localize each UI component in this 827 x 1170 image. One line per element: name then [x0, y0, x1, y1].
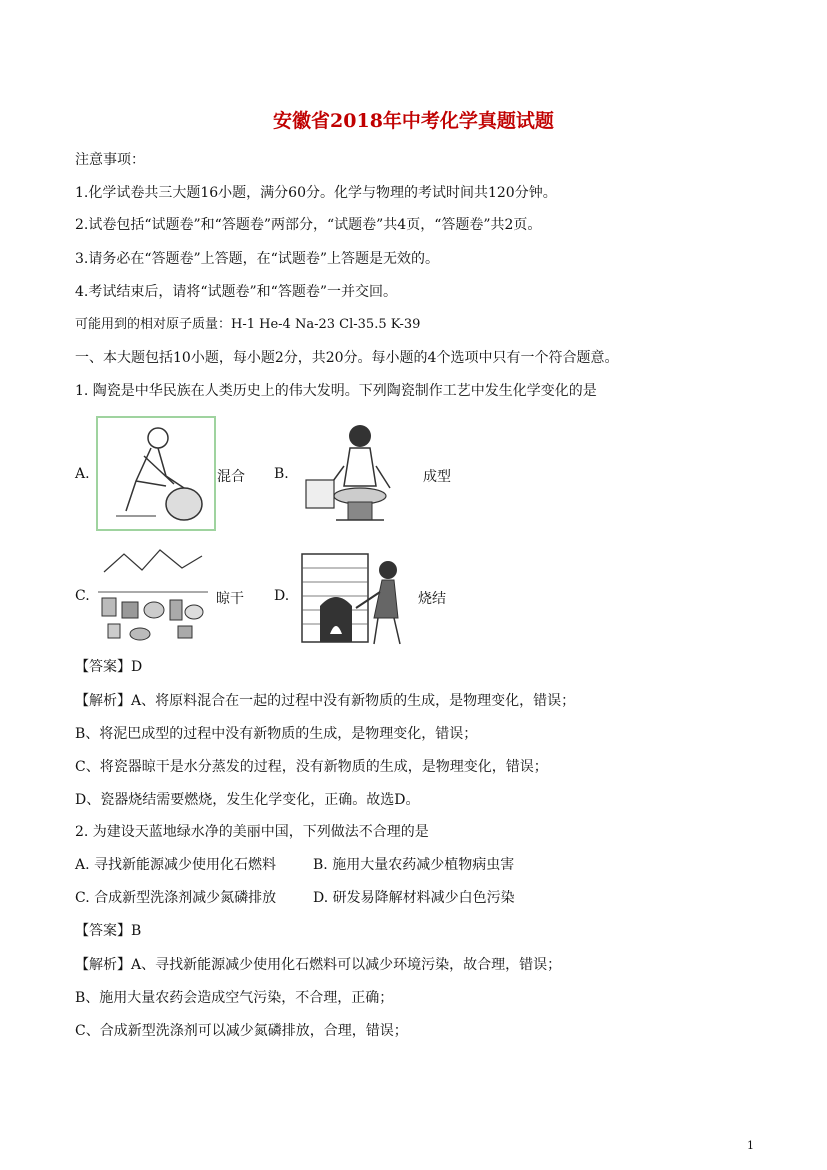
- q2-option-d: D. 研发易降解材料减少白色污染: [313, 890, 515, 906]
- q1-option-b-letter: B.: [274, 466, 289, 482]
- exam-title: 安徽省2018年中考化学真题试题: [273, 110, 554, 132]
- section-heading: 一、本大题包括10小题，每小题2分，共20分。每小题的4个选项中只有一个符合题意。: [75, 350, 619, 366]
- notes-heading: 注意事项：: [75, 152, 145, 168]
- q2-analysis-c: C、合成新型洗涤剂可以减少氮磷排放，合理，错误；: [75, 1023, 408, 1039]
- q1-analysis-b: B、将泥巴成型的过程中没有新物质的生成，是物理变化，错误；: [75, 726, 478, 742]
- q2-analysis-a: 【解析】A、寻找新能源减少使用化石燃料可以减少环境污染，故合理，错误；: [75, 957, 562, 973]
- firing-illustration: [296, 548, 416, 650]
- q1-analysis-c: C、将瓷器晾干是水分蒸发的过程，没有新物质的生成，是物理变化，错误；: [75, 759, 548, 775]
- q1-option-d-letter: D.: [274, 588, 290, 604]
- atomic-masses: 可能用到的相对原子质量：H-1 He-4 Na-23 Cl-35.5 K-39: [75, 317, 421, 332]
- q2-answer: 【答案】B: [75, 923, 142, 939]
- q2-stem: 2. 为建设天蓝地绿水净的美丽中国，下列做法不合理的是: [75, 824, 429, 840]
- page-number: 1: [747, 1139, 754, 1152]
- q2-option-c: C. 合成新型洗涤剂减少氮磷排放: [75, 890, 277, 906]
- q1-option-c-letter: C.: [75, 588, 90, 604]
- q2-analysis-b: B、施用大量农药会造成空气污染，不合理，正确；: [75, 990, 394, 1006]
- q1-analysis-a: 【解析】A、将原料混合在一起的过程中没有新物质的生成，是物理变化，错误；: [75, 693, 576, 709]
- note-item-2: 2.试卷包括“试题卷”和“答题卷”两部分，“试题卷”共4页，“答题卷”共2页。: [75, 217, 542, 233]
- note-item-3: 3.请务必在“答题卷”上答题，在“试题卷”上答题是无效的。: [75, 251, 439, 267]
- drying-illustration: [94, 542, 212, 648]
- mixing-illustration: [96, 416, 216, 531]
- q1-option-a-letter: A.: [75, 466, 90, 482]
- q1-stem: 1. 陶瓷是中华民族在人类历史上的伟大发明。下列陶瓷制作工艺中发生化学变化的是: [75, 383, 597, 399]
- forming-illustration: [298, 416, 420, 528]
- q1-analysis-d: D、瓷器烧结需要燃烧，发生化学变化，正确。故选D。: [75, 792, 420, 808]
- note-item-1: 1.化学试卷共三大题16小题，满分60分。化学与物理的考试时间共120分钟。: [75, 185, 557, 201]
- note-item-4: 4.考试结束后，请将“试题卷”和“答题卷”一并交回。: [75, 284, 397, 300]
- q1-option-c-label: 晾干: [216, 591, 244, 607]
- q2-option-b: B. 施用大量农药减少植物病虫害: [313, 857, 515, 873]
- q1-option-b-label: 成型: [423, 469, 451, 485]
- q1-answer: 【答案】D: [75, 659, 143, 675]
- q2-option-a: A. 寻找新能源减少使用化石燃料: [75, 857, 277, 873]
- q1-option-a-label: 混合: [217, 469, 245, 485]
- q1-option-d-label: 烧结: [418, 591, 446, 607]
